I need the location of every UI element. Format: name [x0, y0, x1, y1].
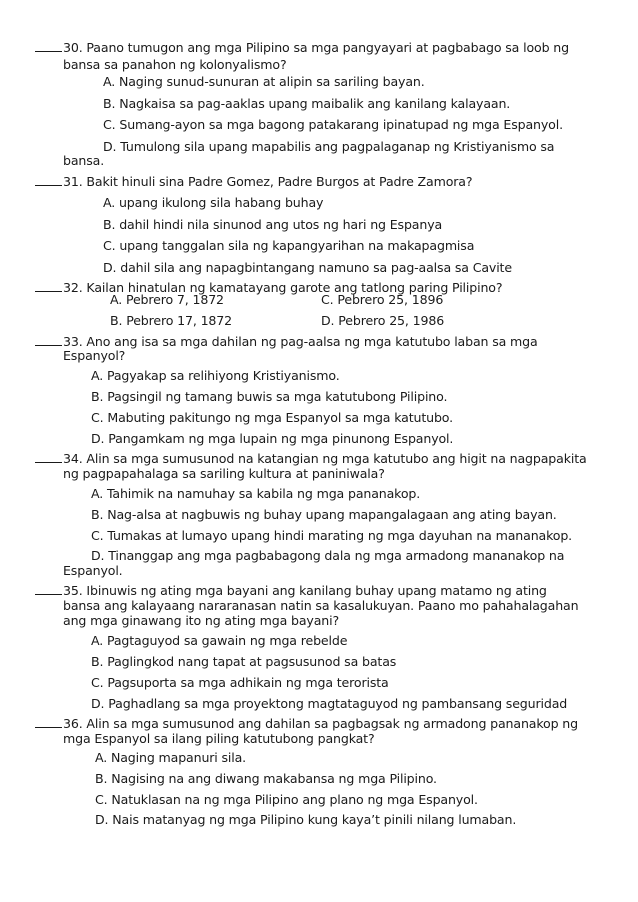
choice-30-d: D. Tumulong sila upang mapabilis ang pagpalaganap ng Kristiyanismo sa: [103, 139, 555, 154]
choice-30-a: A. Naging sunud-sunuran at alipin sa sariling bayan.: [103, 74, 425, 89]
choice-33-d: D. Pangamkam ng mga lupain ng mga pinunong Espanyol.: [91, 431, 454, 446]
question-36-line-2: mga Espanyol sa ilang piling katutubong pangkat?: [63, 731, 375, 746]
choice-34-d: D. Tinanggap ang mga pagbabagong dala ng mga armadong mananakop na: [91, 548, 565, 563]
choice-32-d: D. Pebrero 25, 1986: [321, 313, 445, 328]
choice-30-b: B. Nagkaisa sa pag-aaklas upang maibalik ang kanilang kalayaan.: [103, 96, 511, 111]
choice-35-d: D. Paghadlang sa mga proyektong magtataguyod ng pambansang seguridad: [91, 696, 568, 711]
question-34-line-2: ng pagpapahalaga sa sariling kultura at paniniwala?: [63, 466, 385, 481]
answer-blank-36[interactable]: [35, 716, 62, 728]
choice-30-d-cont: bansa.: [63, 153, 105, 168]
choice-35-c: C. Pagsuporta sa mga adhikain ng mga terorista: [91, 675, 389, 690]
question-32-line-1: 32. Kailan hinatulan ng kamatayang garote ang tatlong paring Pilipino?: [35, 280, 502, 295]
choice-33-c: C. Mabuting pakitungo ng mga Espanyol sa mga katutubo.: [91, 410, 453, 425]
choice-31-d: D. dahil sila ang napagbintangang namuno sa pag-aalsa sa Cavite: [103, 260, 512, 275]
choice-30-c: C. Sumang-ayon sa mga bagong patakarang ipinatupad ng mga Espanyol.: [103, 117, 563, 132]
question-30-line-1: 30. Paano tumugon ang mga Pilipino sa mga pangyayari at pagbabago sa loob ng: [35, 40, 569, 55]
choice-31-b: B. dahil hindi nila sinunod ang utos ng hari ng Espanya: [103, 217, 443, 232]
question-30-line-2: bansa sa panahon ng kolonyalismo?: [63, 57, 287, 72]
choice-33-b: B. Pagsingil ng tamang buwis sa mga katutubong Pilipino.: [91, 389, 448, 404]
answer-blank-30[interactable]: [35, 40, 62, 52]
question-34-line-1: 34. Alin sa mga sumusunod na katangian ng mga katutubo ang higit na nagpapakita: [35, 451, 587, 466]
choice-36-a: A. Naging mapanuri sila.: [95, 750, 247, 765]
choice-35-b: B. Paglingkod nang tapat at pagsusunod sa batas: [91, 654, 397, 669]
choice-36-b: B. Nagising na ang diwang makabansa ng mga Pilipino.: [95, 771, 437, 786]
choice-36-c: C. Natuklasan na ng mga Pilipino ang plano ng mga Espanyol.: [95, 792, 478, 807]
choice-32-a: A. Pebrero 7, 1872: [110, 292, 224, 307]
choice-35-a: A. Pagtaguyod sa gawain ng mga rebelde: [91, 633, 348, 648]
choice-32-c: C. Pebrero 25, 1896: [321, 292, 444, 307]
answer-blank-31[interactable]: [35, 174, 62, 186]
question-31-line-1: 31. Bakit hinuli sina Padre Gomez, Padre Burgos at Padre Zamora?: [35, 174, 472, 189]
question-35-line-1: 35. Ibinuwis ng ating mga bayani ang kanilang buhay upang matamo ng ating: [35, 583, 547, 598]
question-35-line-2: bansa ang kalayaang nararanasan natin sa kasalukuyan. Paano mo pahahalagahan: [63, 598, 579, 613]
choice-34-d-cont: Espanyol.: [63, 563, 123, 578]
question-36-line-1: 36. Alin sa mga sumusunod ang dahilan sa pagbagsak ng armadong pananakop ng: [35, 716, 578, 731]
choice-31-a: A. upang ikulong sila habang buhay: [103, 195, 324, 210]
answer-blank-35[interactable]: [35, 583, 62, 595]
choice-33-a: A. Pagyakap sa relihiyong Kristiyanismo.: [91, 368, 340, 383]
question-35-line-3: ang mga ginawang ito ng ating mga bayani?: [63, 613, 340, 628]
choice-36-d: D. Nais matanyag ng mga Pilipino kung kaya’t pinili nilang lumaban.: [95, 812, 517, 827]
question-33-line-2: Espanyol?: [63, 348, 126, 363]
answer-blank-32[interactable]: [35, 280, 62, 292]
answer-blank-34[interactable]: [35, 451, 62, 463]
choice-34-c: C. Tumakas at lumayo upang hindi marating ng mga dayuhan na mananakop.: [91, 528, 573, 543]
question-33-line-1: 33. Ano ang isa sa mga dahilan ng pag-aalsa ng mga katutubo laban sa mga: [35, 334, 538, 349]
answer-blank-33[interactable]: [35, 334, 62, 346]
choice-32-b: B. Pebrero 17, 1872: [110, 313, 233, 328]
choice-34-a: A. Tahimik na namuhay sa kabila ng mga pananakop.: [91, 486, 421, 501]
choice-34-b: B. Nag-alsa at nagbuwis ng buhay upang mapangalagaan ang ating bayan.: [91, 507, 557, 522]
choice-31-c: C. upang tanggalan sila ng kapangyarihan na makapagmisa: [103, 238, 475, 253]
